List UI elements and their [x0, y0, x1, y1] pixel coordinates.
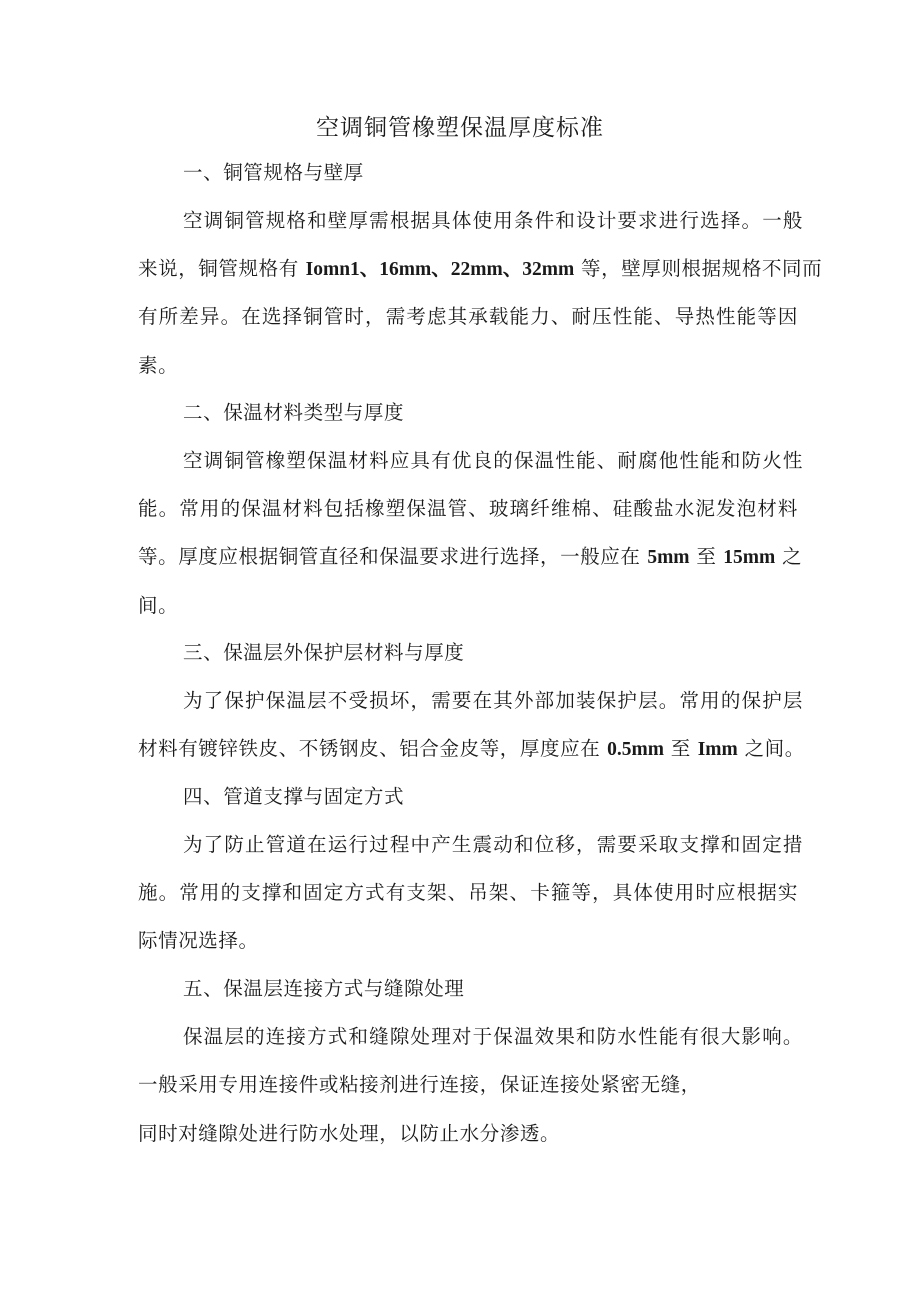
cover-thickness-min: 0.5mm	[607, 739, 664, 760]
paragraph-line: 素。	[138, 354, 179, 377]
thickness-max: 15mm	[723, 547, 776, 568]
paragraph-line: 际情况选择。	[138, 929, 259, 952]
paragraph-line: 材料有镀锌铁皮、不锈钢皮、铝合金皮等，厚度应在 0.5mm 至 Imm 之间。	[138, 737, 805, 760]
document-title: 空调铜管橡塑保温厚度标准	[316, 115, 604, 141]
section-heading: 四、管道支撑与固定方式	[183, 785, 405, 808]
thickness-min: 5mm	[647, 547, 690, 568]
paragraph-line: 等。厚度应根据铜管直径和保温要求进行选择，一般应在 5mm 至 15mm 之	[138, 545, 803, 568]
paragraph-line: 施。常用的支撑和固定方式有支架、吊架、卡箍等，具体使用时应根据实	[138, 881, 798, 904]
paragraph-line: 空调铜管橡塑保温材料应具有优良的保温性能、耐腐他性能和防火性	[183, 449, 803, 472]
cover-thickness-max: Imm	[697, 739, 738, 760]
paragraph-line: 为了保护保温层不受损坏，需要在其外部加装保护层。常用的保护层	[183, 689, 803, 712]
paragraph-line: 来说，铜管规格有 Iomn1、16mm、22mm、32mm 等，壁厚则根据规格不同而	[138, 257, 823, 280]
section-heading: 二、保温材料类型与厚度	[183, 401, 405, 424]
spec-values: Iomn1、16mm、22mm、32mm	[305, 259, 575, 280]
paragraph-line: 空调铜管规格和壁厚需根据具体使用条件和设计要求进行选择。一般	[183, 209, 803, 232]
paragraph-line: 能。常用的保温材料包括橡塑保温管、玻璃纤维棉、硅酸盐水泥发泡材料	[138, 497, 798, 520]
paragraph-line: 一般采用专用连接件或粘接剂进行连接，保证连接处紧密无缝，	[138, 1073, 701, 1096]
paragraph-line: 有所差异。在选择铜管时，需考虑其承载能力、耐压性能、导热性能等因	[138, 305, 798, 328]
section-heading: 五、保温层连接方式与缝隙处理	[183, 977, 465, 1000]
paragraph-line: 为了防止管道在运行过程中产生震动和位移，需要采取支撑和固定措	[183, 833, 803, 856]
paragraph-line: 保温层的连接方式和缝隙处理对于保温效果和防水性能有很大影响。	[183, 1025, 803, 1048]
paragraph-line: 同时对缝隙处进行防水处理，以防止水分渗透。	[138, 1122, 561, 1145]
section-heading: 一、铜管规格与壁厚	[183, 161, 364, 184]
paragraph-line: 间。	[138, 594, 179, 617]
section-heading: 三、保温层外保护层材料与厚度	[183, 641, 465, 664]
